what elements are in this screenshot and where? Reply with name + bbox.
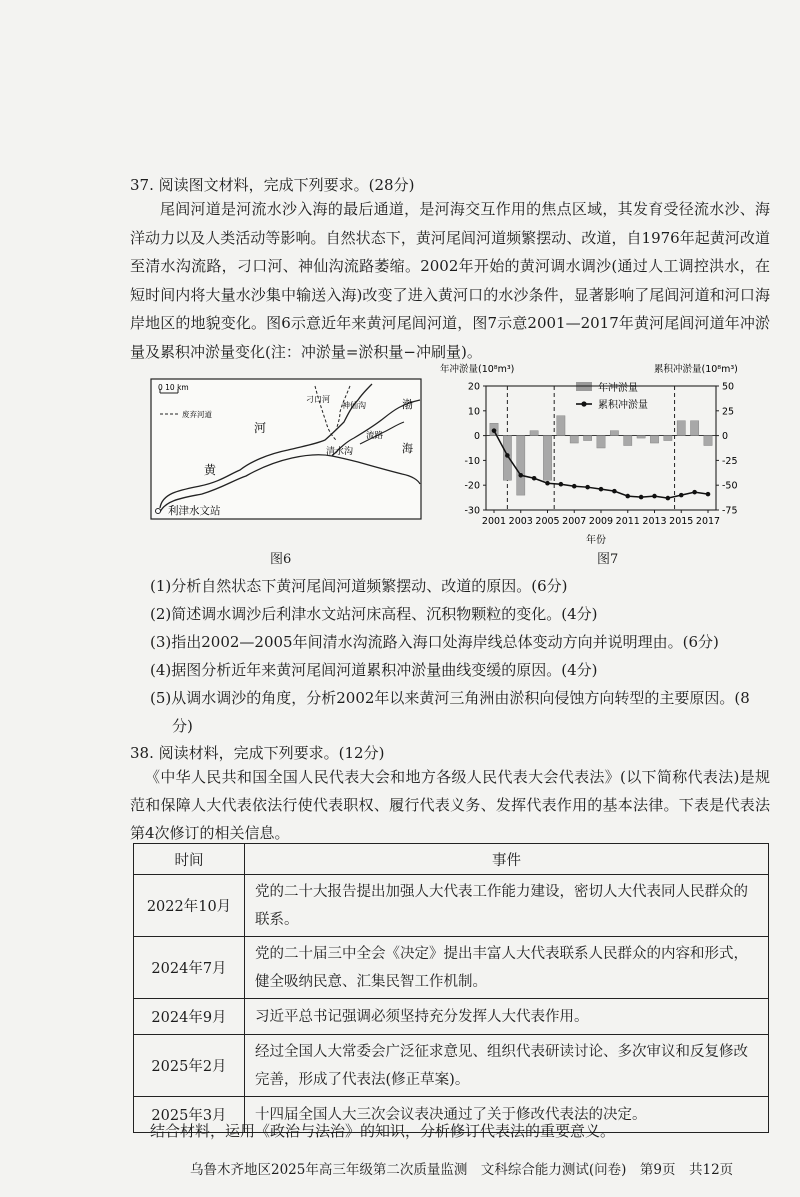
q38-question: 结合材料，运用《政治与法治》的知识，分析修订代表法的重要意义。 <box>150 1122 616 1140</box>
x-tick-label: 2011 <box>615 516 640 527</box>
q37-question-2: (2)简述调水调沙后利津水文站河床高程、沉积物颗粒的变化。(4分) <box>150 605 598 623</box>
bar-annual <box>530 431 538 436</box>
table-row <box>134 875 769 937</box>
q38-material: 《中华人民共和国全国人民代表大会和地方各级人民代表大会代表法》(以下简称代表法)是规范和保障人大代表依法行使代表职权、履行代表义务、发挥代表作用的基本法律。下表是代表法第4次修订的相关信息。 <box>130 768 770 842</box>
q38-title: 38. 阅读材料，完成下列要求。(12分) <box>130 744 385 762</box>
q37-question-5: (5)从调水调沙的角度，分析2002年以来黄河三角洲由淤积向侵蚀方向转型的主要原因。(8分) <box>150 689 750 735</box>
label-he: 河 <box>254 421 267 435</box>
bar-annual <box>570 436 578 443</box>
cumulative-point <box>639 495 644 500</box>
page-footer: 乌鲁木齐地区2025年高三年级第二次质量监测 文科综合能力测试(问卷) 第9页 共12页 <box>190 1162 734 1178</box>
bar-annual <box>624 436 632 446</box>
q38-table <box>133 843 769 1133</box>
x-tick-label: 2009 <box>588 516 614 527</box>
bar-annual <box>597 436 605 448</box>
left-tick-label: 20 <box>467 381 480 393</box>
right-tick-label: -75 <box>722 505 738 517</box>
legend-abandoned: 废弃河道 <box>182 410 212 419</box>
table-row <box>134 1035 769 1097</box>
left-tick-label: -10 <box>464 455 480 467</box>
row-event: 党的二十届三中全会《决定》提出丰富人大代表联系人民群众的内容和形式，健全吸纳民意、汇集民智工作机制。 <box>245 937 769 999</box>
q37-title: 37. 阅读图文材料，完成下列要求。(28分) <box>130 176 415 194</box>
figure-7-caption: 图7 <box>597 552 619 567</box>
left-axis-title: 年冲淤量(10⁸m³) <box>440 364 515 375</box>
bar-annual <box>517 436 525 496</box>
figure-6-caption: 图6 <box>270 552 292 567</box>
left-tick-label: -30 <box>464 505 480 517</box>
label-hai: 海 <box>402 442 413 455</box>
cumulative-point <box>532 476 537 481</box>
row-event: 党的二十大报告提出加强人大代表工作能力建设，密切人大代表同人民群众的联系。 <box>245 875 769 937</box>
x-tick-label: 2015 <box>669 516 694 527</box>
cumulative-point <box>559 482 564 487</box>
row-time: 2025年3月 <box>134 1097 245 1133</box>
cumulative-point <box>518 473 523 478</box>
label-station: 利津水文站 <box>168 505 221 517</box>
label-bo: 渤 <box>402 398 413 411</box>
cumulative-point <box>585 485 590 490</box>
cumulative-point <box>625 494 630 499</box>
cumulative-point <box>692 490 697 495</box>
cumulative-point <box>599 487 604 492</box>
right-axis-title: 累积冲淤量(10⁸m³) <box>654 364 738 375</box>
label-huang: 黄 <box>204 463 217 477</box>
left-tick-label: -20 <box>464 480 480 492</box>
left-tick-label: 10 <box>467 406 480 418</box>
label-diaokou: 刁口河 <box>306 395 330 404</box>
table-row <box>134 937 769 999</box>
row-time: 2024年7月 <box>134 937 245 999</box>
figure-6-map <box>150 378 422 520</box>
label-qingshui: 清水沟 <box>326 447 354 457</box>
bar-annual <box>610 431 618 436</box>
right-tick-label: -25 <box>722 455 738 467</box>
cumulative-point <box>545 481 550 486</box>
row-event: 经过全国人大常委会广泛征求意见、组织代表研读讨论、多次审议和反复修改完善，形成了代表法(修正草案)。 <box>245 1035 769 1097</box>
bar-annual <box>543 436 551 481</box>
table-header-time: 时间 <box>134 844 245 875</box>
scale-label: 0 10 km <box>158 383 189 392</box>
x-tick-label: 2013 <box>642 516 667 527</box>
bar-annual <box>650 436 658 443</box>
bar-annual <box>637 436 645 438</box>
legend-line-label: 累积冲淤量 <box>598 400 648 411</box>
x-tick-label: 2001 <box>481 516 507 527</box>
label-shenxian: 神仙沟 <box>342 401 366 410</box>
q37-question-3: (3)指出2002—2005年间清水沟流路入海口处海岸线总体变动方向并说明理由。(6分) <box>150 633 719 651</box>
bar-annual <box>677 421 685 436</box>
table-header-event: 事件 <box>245 844 769 875</box>
x-tick-label: 2007 <box>562 516 587 527</box>
bar-annual <box>664 436 672 441</box>
row-event: 十四届全国人大三次会议表决通过了关于修改代表法的决定。 <box>245 1097 769 1133</box>
right-tick-label: 50 <box>722 381 735 393</box>
legend-bar-label: 年冲淤量 <box>598 383 638 394</box>
left-tick-label: 0 <box>473 431 480 443</box>
cumulative-point <box>505 453 510 458</box>
row-time: 2025年2月 <box>134 1035 245 1097</box>
q37-question-1: (1)分析自然状态下黄河尾闾河道频繁摆动、改道的原因。(6分) <box>150 577 568 595</box>
bar-annual <box>557 416 565 436</box>
bar-annual <box>583 436 591 441</box>
bar-annual <box>503 436 511 481</box>
cumulative-point <box>679 493 684 498</box>
table-row <box>134 999 769 1035</box>
row-event: 习近平总书记强调必须坚持充分发挥人大代表作用。 <box>245 999 769 1035</box>
bar-annual <box>704 436 712 446</box>
figure-7-chart <box>438 360 758 545</box>
cumulative-point <box>612 489 617 494</box>
x-axis-title: 年份 <box>586 535 606 545</box>
q37-material: 尾闾河道是河流水沙入海的最后通道，是河海交互作用的焦点区域，其发育受径流水沙、海洋动力以及人类活动等影响。自然状态下，黄河尾闾河道频繁摆动、改道，自1976年起黄河改道至清水沟流路，刁口河、神仙沟流路萎缩。2002年开始的黄河调水调沙(通过人工调控洪水，在短时间内将大量水沙集中输送入海)改变了进入黄河口的水沙条件，显著影响了尾闾河道和河口海岸地区的地貌变化。图6示意近年来黄河尾闾河道，图7示意2001—2017年黄河尾闾河道年冲淤量及累积冲淤量变化(注：冲淤量=淤积量−冲刷量)。 <box>130 200 770 361</box>
row-time: 2024年9月 <box>134 999 245 1035</box>
right-tick-label: 25 <box>722 406 735 418</box>
x-tick-label: 2017 <box>695 516 721 527</box>
right-tick-label: -50 <box>722 480 738 492</box>
cumulative-point <box>492 428 497 433</box>
cumulative-point <box>572 484 577 489</box>
cumulative-point <box>706 492 711 497</box>
cumulative-point <box>652 494 657 499</box>
label-liulu: 流路 <box>366 431 384 441</box>
cumulative-point <box>666 496 671 501</box>
right-tick-label: 0 <box>722 431 729 443</box>
q37-question-4: (4)据图分析近年来黄河尾闾河道累积冲淤量曲线变缓的原因。(4分) <box>150 661 598 679</box>
bar-annual <box>690 421 698 436</box>
row-time: 2022年10月 <box>134 875 245 937</box>
x-tick-label: 2003 <box>508 516 533 527</box>
x-tick-label: 2005 <box>535 516 560 527</box>
